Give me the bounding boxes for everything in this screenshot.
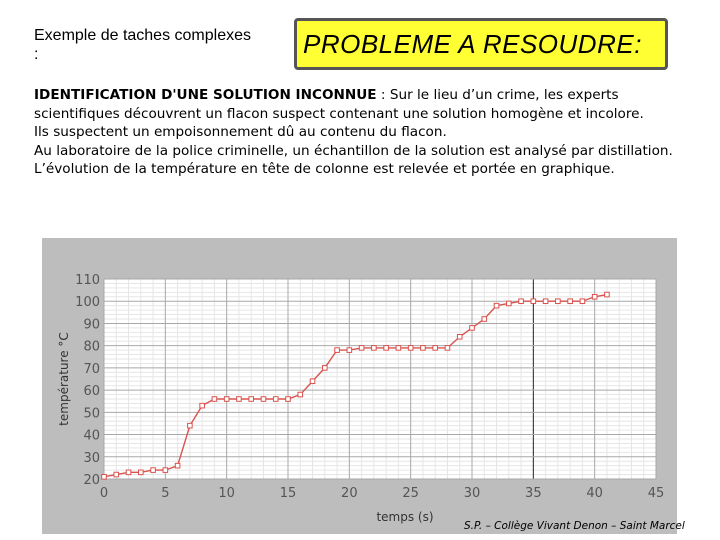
x-axis-label: temps (s) bbox=[376, 510, 434, 524]
data-point bbox=[298, 392, 303, 397]
chart-canvas bbox=[42, 238, 677, 534]
y-tick-label: 60 bbox=[83, 384, 100, 400]
problem-title-box bbox=[294, 18, 668, 70]
data-point bbox=[556, 299, 561, 304]
subtitle: Exemple de taches complexes : bbox=[34, 27, 251, 63]
statement-paragraph-1 bbox=[34, 86, 694, 123]
data-point bbox=[580, 299, 585, 304]
data-point bbox=[175, 463, 180, 468]
data-point bbox=[372, 346, 377, 351]
data-point bbox=[592, 294, 597, 299]
y-tick-label: 90 bbox=[83, 317, 100, 333]
data-point bbox=[335, 348, 340, 353]
y-tick-label: 20 bbox=[83, 473, 100, 488]
x-tick-label: 45 bbox=[647, 486, 665, 501]
data-point bbox=[482, 317, 487, 322]
data-point bbox=[445, 346, 450, 351]
x-tick-label: 40 bbox=[586, 486, 603, 501]
x-tick-label: 30 bbox=[463, 486, 481, 501]
y-tick-label: 110 bbox=[75, 273, 100, 288]
y-tick-label: 100 bbox=[75, 295, 100, 311]
data-point bbox=[605, 292, 610, 297]
data-point bbox=[470, 326, 475, 331]
statement-heading: IDENTIFICATION D'UNE SOLUTION INCONNUE bbox=[34, 87, 377, 103]
data-point bbox=[224, 397, 229, 402]
x-tick-label: 0 bbox=[99, 486, 109, 501]
x-tick-label: 25 bbox=[402, 486, 419, 501]
data-point bbox=[188, 423, 193, 428]
x-tick-label: 5 bbox=[161, 486, 170, 501]
data-point bbox=[237, 397, 242, 402]
data-point bbox=[126, 470, 131, 475]
data-point bbox=[286, 397, 291, 402]
data-point bbox=[323, 366, 328, 371]
y-tick-label: 30 bbox=[83, 450, 100, 466]
x-tick-label: 20 bbox=[341, 486, 358, 501]
data-point bbox=[261, 397, 266, 402]
y-tick-label: 40 bbox=[83, 428, 100, 444]
footer-credit: S.P. – Collège Vivant Denon – Saint Marcel bbox=[464, 520, 685, 532]
data-point bbox=[200, 403, 205, 408]
data-point bbox=[384, 346, 389, 351]
plot-area bbox=[104, 279, 656, 479]
data-point bbox=[163, 468, 168, 473]
data-point bbox=[519, 299, 524, 304]
data-point bbox=[139, 470, 144, 475]
x-tick-label: 15 bbox=[279, 486, 297, 501]
x-tick-label: 35 bbox=[525, 486, 542, 501]
problem-statement bbox=[34, 86, 694, 179]
data-point bbox=[359, 346, 364, 351]
data-point bbox=[273, 397, 278, 402]
data-point bbox=[249, 397, 254, 402]
statement-paragraph-3: Au laboratoire de la police criminelle, un échantillon de la solution est analysé par distillation. bbox=[34, 142, 673, 159]
data-point bbox=[531, 299, 536, 304]
y-tick-label: 80 bbox=[83, 339, 100, 355]
statement-intro: : Sur le lieu d’un crime, les experts scientifiques découvrent un flacon suspect contenant une solution homogène et incolore. bbox=[34, 87, 644, 122]
data-point bbox=[151, 468, 156, 473]
data-point bbox=[212, 397, 217, 402]
data-point bbox=[408, 346, 413, 351]
data-point bbox=[494, 303, 499, 308]
distillation-chart bbox=[42, 238, 677, 534]
data-point bbox=[507, 301, 512, 306]
statement-paragraph-2: Ils suspectent un empoisonnement dû au contenu du flacon. bbox=[34, 124, 447, 141]
y-axis-label: température °C bbox=[57, 332, 71, 426]
x-tick-label: 10 bbox=[218, 486, 235, 501]
data-point bbox=[347, 348, 352, 353]
y-tick-label: 50 bbox=[83, 406, 100, 422]
data-point bbox=[543, 299, 548, 304]
problem-title: PROBLEME A RESOUDRE: bbox=[303, 28, 642, 59]
data-point bbox=[457, 334, 462, 339]
data-point bbox=[396, 346, 401, 351]
data-point bbox=[421, 346, 426, 351]
y-tick-label: 70 bbox=[83, 361, 100, 377]
data-point bbox=[433, 346, 438, 351]
data-point bbox=[102, 474, 107, 479]
statement-paragraph-4: L’évolution de la température en tête de colonne est relevée et portée en graphique. bbox=[34, 161, 615, 178]
data-point bbox=[310, 379, 315, 384]
data-point bbox=[568, 299, 573, 304]
data-point bbox=[114, 472, 119, 477]
